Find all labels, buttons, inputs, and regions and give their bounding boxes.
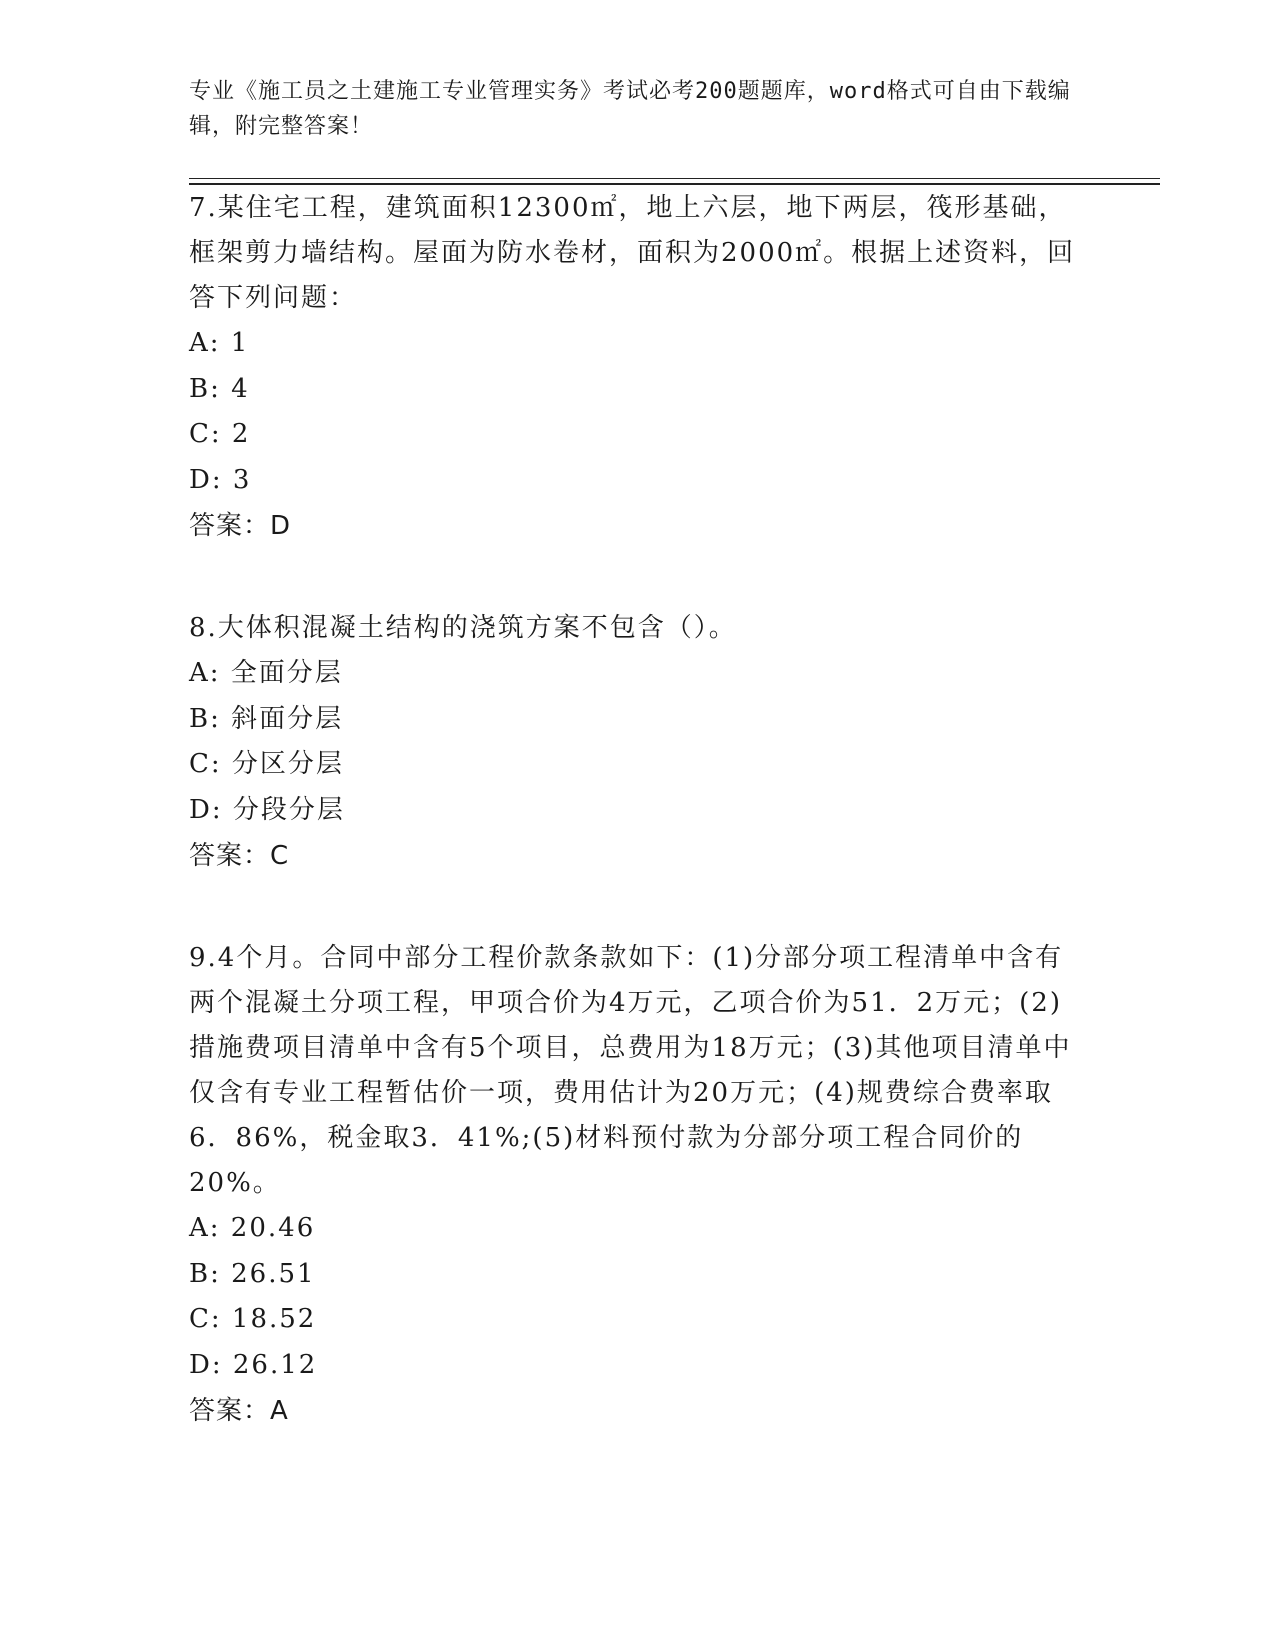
question-text: 7.某住宅工程，建筑面积12300㎡，地上六层，地下两层，筏形基础，框架剪力墙结构。屋面为防水卷材，面积为2000㎡。根据上述资料，回答下列问题： [189,193,1076,313]
option-d: D: 3 [189,464,252,495]
option-d: D: 分段分层 [189,794,345,825]
answer: 答案：C [189,841,290,871]
option-c: C: 18.52 [189,1304,317,1334]
answer: 答案：A [189,1396,289,1426]
option-c: C: 分区分层 [189,749,344,779]
document-header [189,74,1089,144]
question-spacer [189,549,1089,606]
question-text: 9.4个月。合同中部分工程价款条款如下：(1)分部分项工程清单中含有两个混凝土分项工程，甲项合价为4万元，乙项合价为51．2万元；(2)措施费项目清单中含有5个项目，总费用为18万元；(3)其他项目清单中仅含有专业工程暂估价一项，费用估计为20万元；(4)规费综合费率取6．86%，税金取3．41%;(5)材料预付款为分部分项工程合同价的20%。 [189,943,1072,1198]
option-c: C: 2 [189,419,251,449]
header-divider-top [189,178,1160,179]
question-7 [189,186,1089,549]
option-a: A: 1 [189,328,250,358]
question-spacer [189,879,1089,936]
answer: 答案：D [189,511,292,541]
option-d: D: 26.12 [189,1349,318,1380]
header-text: 专业《施工员之土建施工专业管理实务》考试必考200题题库，word格式可自由下载编辑，附完整答案！ [189,79,1071,139]
option-a: A: 20.46 [189,1213,316,1243]
question-8 [189,606,1089,879]
option-b: B: 斜面分层 [189,703,344,734]
header-divider-bottom [189,183,1160,185]
option-b: B: 4 [189,373,250,404]
question-text: 8.大体积混凝土结构的浇筑方案不包含（）。 [189,613,737,643]
option-a: A: 全面分层 [189,658,343,688]
question-9 [189,936,1089,1434]
question-list [189,186,1089,1434]
option-b: B: 26.51 [189,1258,316,1289]
